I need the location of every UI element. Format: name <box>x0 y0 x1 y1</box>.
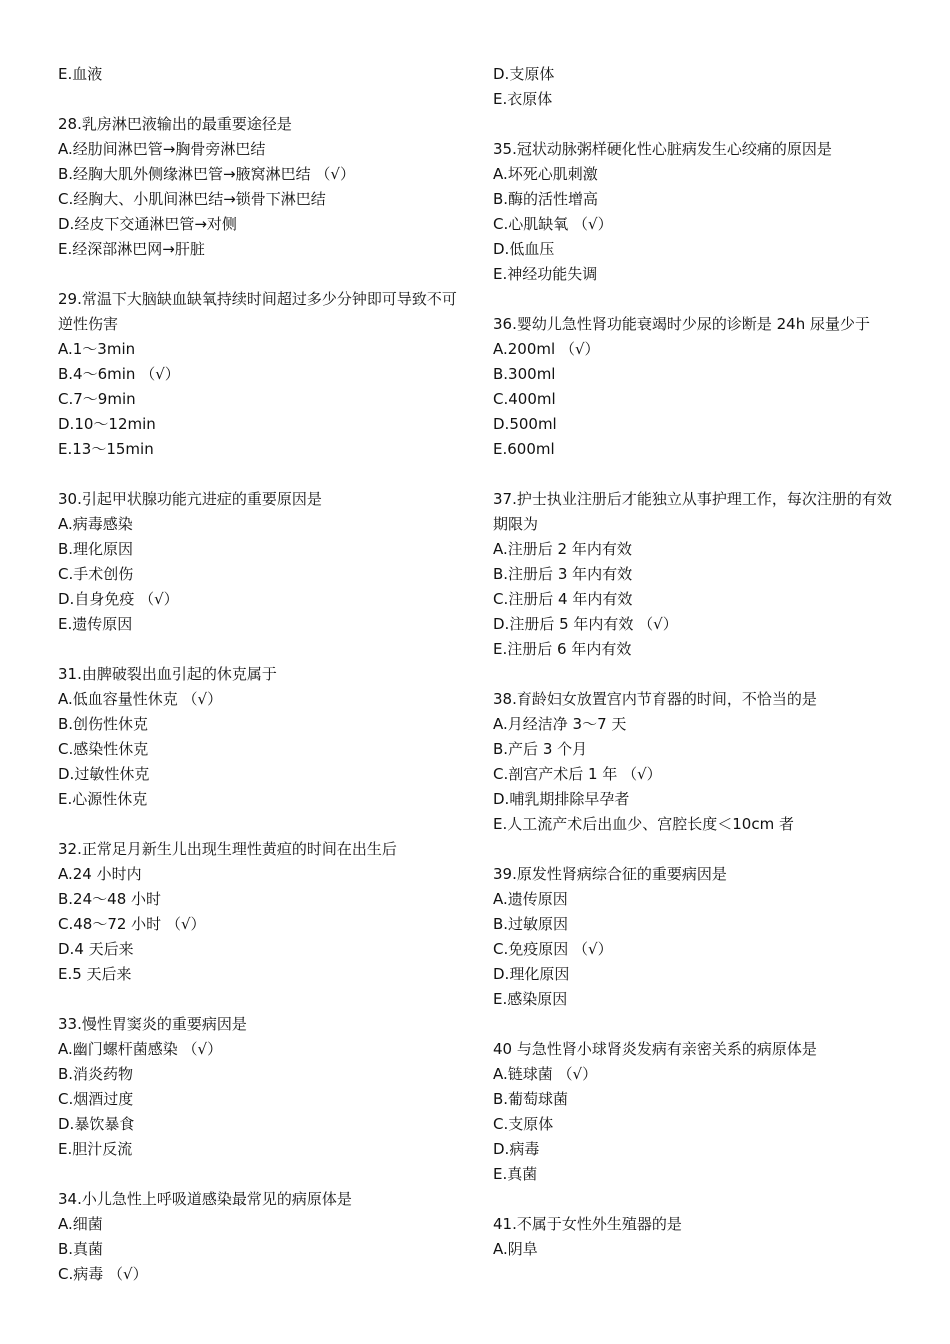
option-line: D.4 天后来 <box>58 940 134 958</box>
question-40 <box>493 1037 903 1187</box>
question-39 <box>493 862 903 1012</box>
option-line: D.病毒 <box>493 1140 540 1158</box>
question-36 <box>493 312 903 462</box>
question-stem: 30.引起甲状腺功能亢进症的重要原因是 <box>58 490 322 508</box>
question-34 <box>58 1187 468 1287</box>
option-line: B.注册后 3 年内有效 <box>493 565 633 583</box>
option-line: C.心肌缺氧 （√） <box>493 215 613 233</box>
option-line: E.真菌 <box>493 1165 538 1183</box>
question-stem: 29.常温下大脑缺血缺氧持续时间超过多少分钟即可导致不可逆性伤害 <box>58 290 457 333</box>
option-line: E.衣原体 <box>493 90 553 108</box>
option-line: C.经胸大、小肌间淋巴结→锁骨下淋巴结 <box>58 190 326 208</box>
option-line: B.4～6min （√） <box>58 365 180 383</box>
option-line: B.葡萄球菌 <box>493 1090 569 1108</box>
question-31 <box>58 662 468 812</box>
option-line: B.过敏原因 <box>493 915 569 933</box>
option-line: D.理化原因 <box>493 965 570 983</box>
option-line: B.24～48 小时 <box>58 890 162 908</box>
option-line: C.感染性休克 <box>58 740 149 758</box>
option-line: C.烟酒过度 <box>58 1090 134 1108</box>
option-line: D.经皮下交通淋巴管→对侧 <box>58 215 237 233</box>
option-line: C.400ml <box>493 390 556 408</box>
option-line: C.免疫原因 （√） <box>493 940 613 958</box>
question-stem: 35.冠状动脉粥样硬化性心脏病发生心绞痛的原因是 <box>493 140 832 158</box>
option-line: C.7～9min <box>58 390 136 408</box>
question-stem: 32.正常足月新生儿出现生理性黄疸的时间在出生后 <box>58 840 397 858</box>
question-stem: 37.护士执业注册后才能独立从事护理工作，每次注册的有效期限为 <box>493 490 892 533</box>
question-30 <box>58 487 468 637</box>
question-stem: 39.原发性肾病综合征的重要病因是 <box>493 865 727 883</box>
option-line: C.病毒 （√） <box>58 1265 148 1283</box>
option-line: D.低血压 <box>493 240 555 258</box>
option-line: E.13～15min <box>58 440 154 458</box>
option-line: E.人工流产术后出血少、宫腔长度＜10cm 者 <box>493 815 794 833</box>
option-line: C.支原体 <box>493 1115 554 1133</box>
option-line: B.经胸大肌外侧缘淋巴管→腋窝淋巴结 （√） <box>58 165 355 183</box>
option-line: D.500ml <box>493 415 557 433</box>
option-line: A.低血容量性休克 （√） <box>58 690 223 708</box>
option-line: C.剖宫产术后 1 年 （√） <box>493 765 662 783</box>
right-column <box>493 62 903 1262</box>
option-line: A.经肋间淋巴管→胸骨旁淋巴结 <box>58 140 266 158</box>
option-line: A.细菌 <box>58 1215 103 1233</box>
option-line: A.注册后 2 年内有效 <box>493 540 632 558</box>
question-32 <box>58 837 468 987</box>
option-line: A.遗传原因 <box>493 890 568 908</box>
option-line: A.200ml （√） <box>493 340 600 358</box>
question-stem: 28.乳房淋巴液输出的最重要途径是 <box>58 115 292 133</box>
option-line: B.真菌 <box>58 1240 104 1258</box>
option-line: C.注册后 4 年内有效 <box>493 590 633 608</box>
question-41 <box>493 1212 903 1262</box>
question-34-tail <box>493 62 903 112</box>
question-stem: 33.慢性胃窦炎的重要病因是 <box>58 1015 247 1033</box>
question-37 <box>493 487 903 662</box>
question-stem: 31.由脾破裂出血引起的休克属于 <box>58 665 277 683</box>
question-27-tail <box>58 62 468 87</box>
question-stem: 41.不属于女性外生殖器的是 <box>493 1215 682 1233</box>
question-38 <box>493 687 903 837</box>
option-line: E.遗传原因 <box>58 615 133 633</box>
option-line: B.酶的活性增高 <box>493 190 599 208</box>
option-line: B.理化原因 <box>58 540 134 558</box>
option-line: A.病毒感染 <box>58 515 133 533</box>
option-line: D.过敏性休克 <box>58 765 150 783</box>
option-line: E.注册后 6 年内有效 <box>493 640 632 658</box>
question-29 <box>58 287 468 462</box>
option-line: A.1～3min <box>58 340 136 358</box>
option-line: A.幽门螺杆菌感染 （√） <box>58 1040 223 1058</box>
question-stem: 40 与急性肾小球肾炎发病有亲密关系的病原体是 <box>493 1040 817 1058</box>
option-line: D.暴饮暴食 <box>58 1115 135 1133</box>
option-line: A.链球菌 （√） <box>493 1065 598 1083</box>
option-line: B.产后 3 个月 <box>493 740 588 758</box>
question-35 <box>493 137 903 287</box>
option-line: E.胆汁反流 <box>58 1140 133 1158</box>
option-line: A.阴阜 <box>493 1240 538 1258</box>
option-line: A.月经洁净 3～7 天 <box>493 715 627 733</box>
option-line: E.感染原因 <box>493 990 568 1008</box>
left-column <box>58 62 468 1287</box>
option-line: A.坏死心肌刺激 <box>493 165 598 183</box>
option-line: D.注册后 5 年内有效 （√） <box>493 615 678 633</box>
option-line: E.经深部淋巴网→肝脏 <box>58 240 205 258</box>
option-line: D.自身免疫 （√） <box>58 590 179 608</box>
option-line: D.支原体 <box>493 65 555 83</box>
question-stem: 38.育龄妇女放置宫内节育器的时间，不恰当的是 <box>493 690 817 708</box>
question-stem: 36.婴幼儿急性肾功能衰竭时少尿的诊断是 24h 尿量少于 <box>493 315 870 333</box>
question-28 <box>58 112 468 262</box>
option-line: B.300ml <box>493 365 556 383</box>
question-stem: 34.小儿急性上呼吸道感染最常见的病原体是 <box>58 1190 352 1208</box>
option-line: A.24 小时内 <box>58 865 142 883</box>
option-line: E.心源性休克 <box>58 790 148 808</box>
option-line: E.血液 <box>58 65 103 83</box>
option-line: B.消炎药物 <box>58 1065 134 1083</box>
question-33 <box>58 1012 468 1162</box>
option-line: C.手术创伤 <box>58 565 134 583</box>
option-line: E.600ml <box>493 440 555 458</box>
option-line: D.哺乳期排除早孕者 <box>493 790 630 808</box>
option-line: E.5 天后来 <box>58 965 132 983</box>
option-line: B.创伤性休克 <box>58 715 149 733</box>
option-line: C.48～72 小时 （√） <box>58 915 206 933</box>
option-line: D.10～12min <box>58 415 156 433</box>
option-line: E.神经功能失调 <box>493 265 598 283</box>
